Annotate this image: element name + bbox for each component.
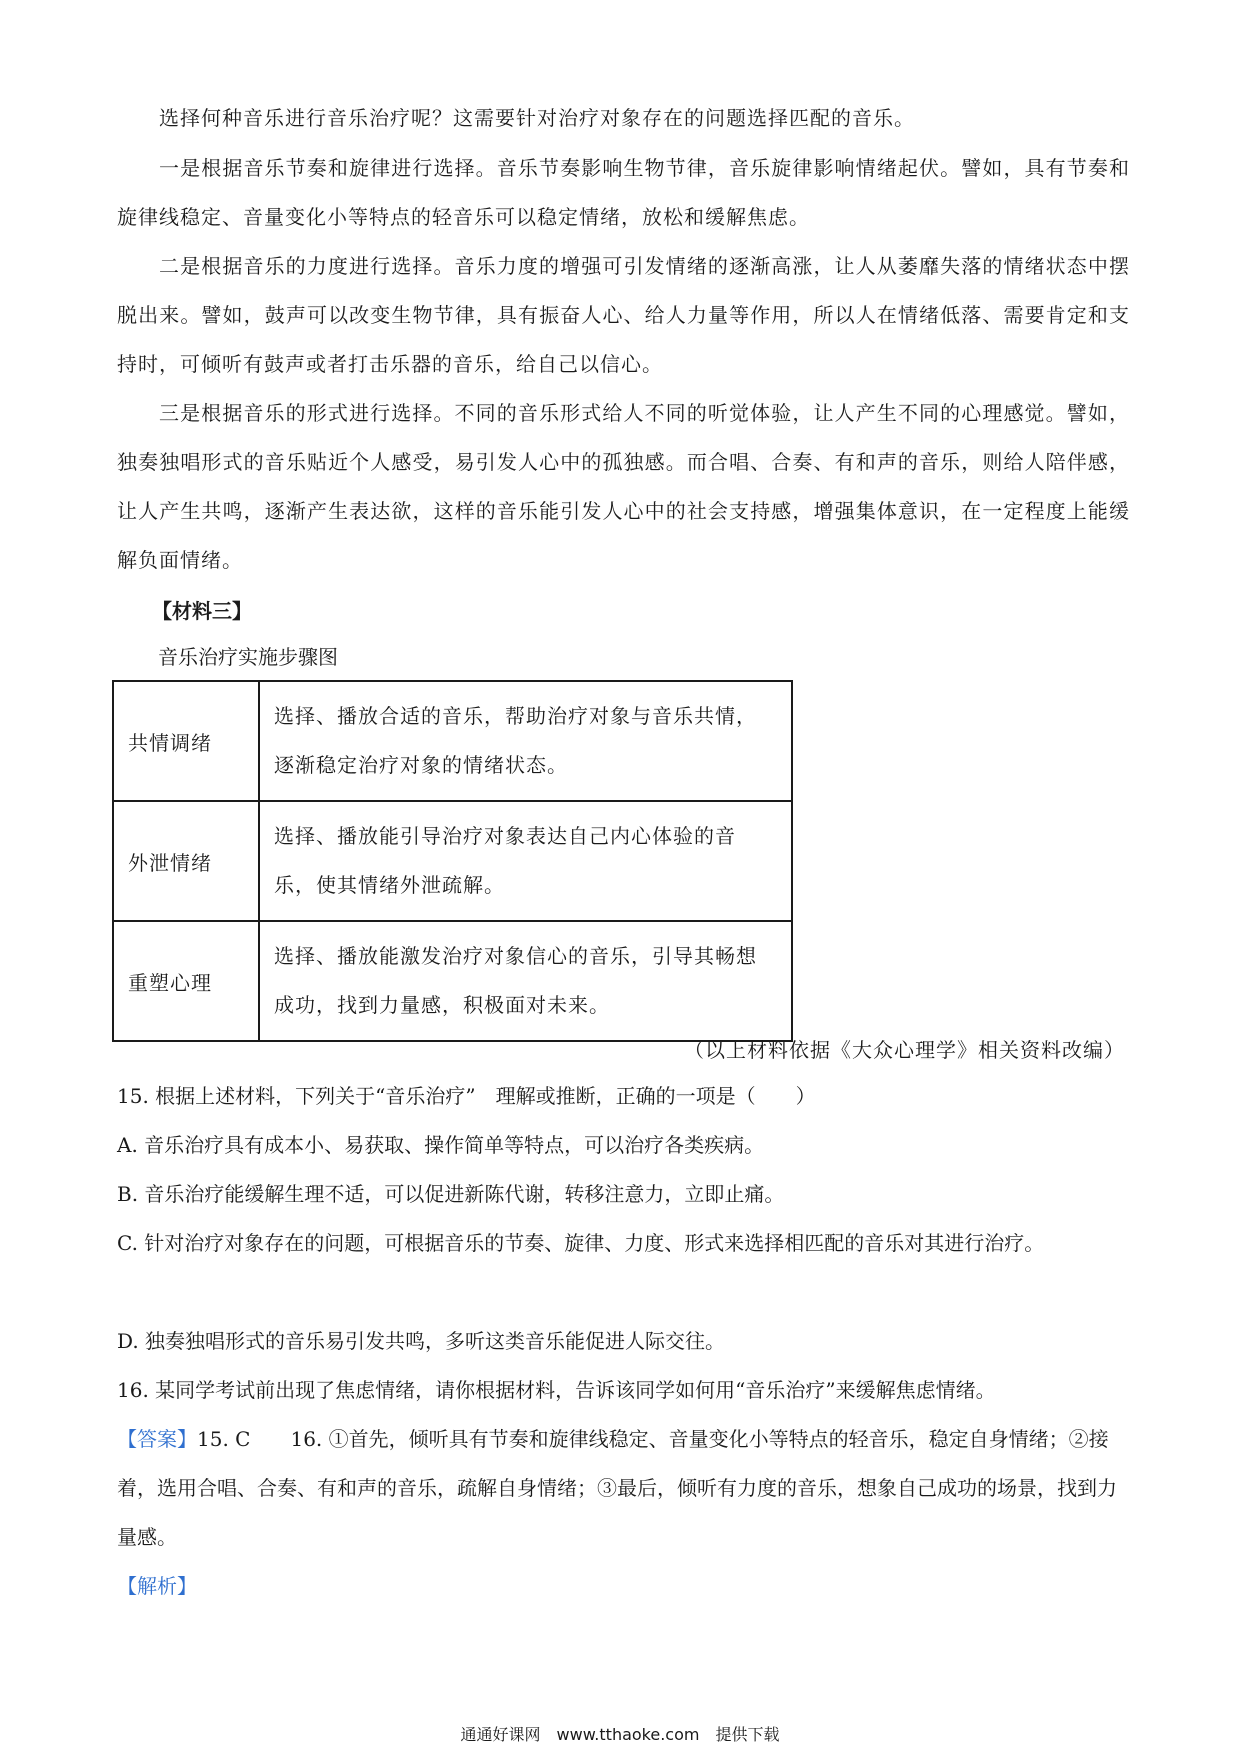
paragraph-3: 二是根据音乐的力度进行选择。音乐力度的增强可引发情绪的逐渐高涨，让人从萎靡失落的情绪状态中摆脱出来。譬如，鼓声可以改变生物节律，具有振奋人心、给人力量等作用，所以人在情绪低落、需要肯定和支持时，可倾听有鼓声或者打击乐器的音乐，给自己以信心。 — [117, 254, 1130, 376]
option-a: A. 音乐治疗具有成本小、易获取、操作简单等特点，可以治疗各类疾病。 — [117, 1133, 765, 1157]
analysis-block — [117, 1562, 1130, 1611]
option-c: C. 针对治疗对象存在的问题，可根据音乐的节奏、旋律、力度、形式来选择相匹配的音乐对其进行治疗。 — [117, 1231, 1045, 1255]
option-d: D. 独奏独唱形式的音乐易引发共鸣，多听这类音乐能促进人际交往。 — [117, 1329, 726, 1353]
source-note: （以上材料依据《大众心理学》相关资料改编） — [684, 1038, 1125, 1062]
steps-table — [112, 680, 793, 1042]
answer-tag: 【答案】 — [117, 1427, 197, 1451]
step-description: 选择、播放合适的音乐，帮助治疗对象与音乐共情，逐渐稳定治疗对象的情绪状态。 — [259, 681, 792, 801]
table-row — [113, 921, 792, 1041]
question-16: 16. 某同学考试前出现了焦虑情绪，请你根据材料，告诉该同学如何用“音乐治疗”来缓解焦虑情绪。 — [117, 1378, 996, 1402]
paragraph-1: 选择何种音乐进行音乐治疗呢？这需要针对治疗对象存在的问题选择匹配的音乐。 — [159, 106, 915, 130]
step-name: 重塑心理 — [113, 921, 259, 1041]
material-3-heading: 【材料三】 — [152, 599, 252, 623]
paragraph-2: 一是根据音乐节奏和旋律进行选择。音乐节奏影响生物节律，音乐旋律影响情绪起伏。譬如，具有节奏和旋律线稳定、音量变化小等特点的轻音乐可以稳定情绪，放松和缓解焦虑。 — [117, 156, 1130, 229]
table-row — [113, 801, 792, 921]
page-footer: 通通好课网 www.tthaoke.com 提供下载 — [460, 1725, 780, 1744]
question-15: 15. 根据上述材料，下列关于“音乐治疗” 理解或推断，正确的一项是（ ） — [117, 1084, 816, 1108]
paragraph-4: 三是根据音乐的形式进行选择。不同的音乐形式给人不同的听觉体验，让人产生不同的心理感觉。譬如，独奏独唱形式的音乐贴近个人感受，易引发人心中的孤独感。而合唱、合奏、有和声的音乐，则给人陪伴感，让人产生共鸣，逐渐产生表达欲，这样的音乐能引发人心中的社会支持感，增强集体意识，在一定程度上能缓解负面情绪。 — [117, 401, 1130, 572]
step-description: 选择、播放能引导治疗对象表达自己内心体验的音乐，使其情绪外泄疏解。 — [259, 801, 792, 921]
answer-block — [117, 1415, 1130, 1562]
steps-caption: 音乐治疗实施步骤图 — [158, 645, 338, 669]
answer-text: 15. C 16. ①首先，倾听具有节奏和旋律线稳定、音量变化小等特点的轻音乐，稳定自身情绪；②接着，选用合唱、合奏、有和声的音乐，疏解自身情绪；③最后，倾听有力度的音乐，想象自己成功的场景，找到力量感。 — [117, 1427, 1117, 1549]
step-name: 共情调绪 — [113, 681, 259, 801]
analysis-tag: 【解析】 — [117, 1574, 197, 1598]
table-row — [113, 681, 792, 801]
step-name: 外泄情绪 — [113, 801, 259, 921]
option-b: B. 音乐治疗能缓解生理不适，可以促进新陈代谢，转移注意力，立即止痛。 — [117, 1182, 785, 1206]
step-description: 选择、播放能激发治疗对象信心的音乐，引导其畅想成功，找到力量感，积极面对未来。 — [259, 921, 792, 1041]
